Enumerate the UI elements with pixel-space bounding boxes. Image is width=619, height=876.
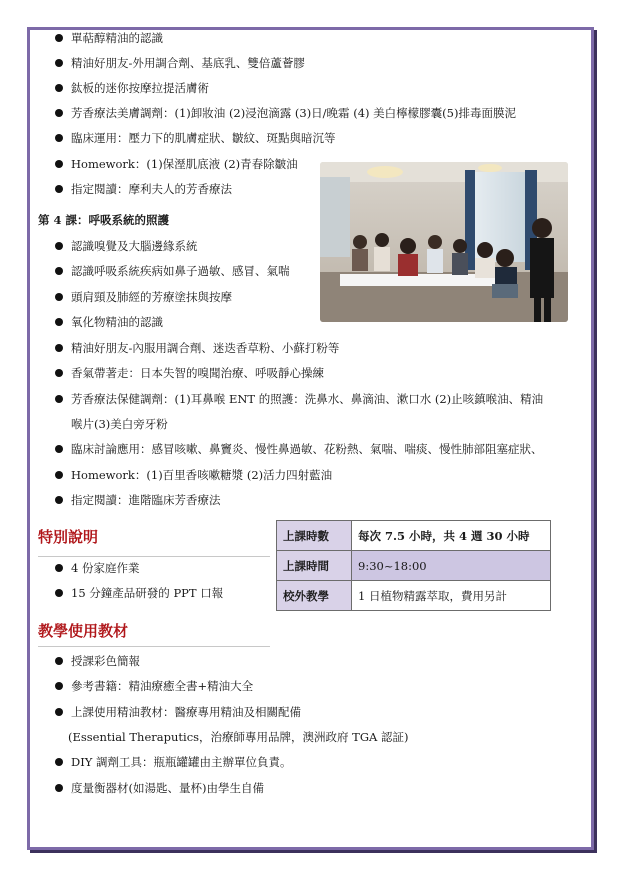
- bullet-icon: [55, 109, 63, 117]
- materials-heading: 教學使用教材: [38, 622, 129, 640]
- list-item: 芳香療法保健調劑：(1)耳鼻喉 ENT 的照護：洗鼻水、鼻滴油、漱口水 (2)止咳鎮喉油、精油: [55, 391, 590, 407]
- bullet-icon: [55, 318, 63, 326]
- bullet-icon: [55, 160, 63, 168]
- list-item: 芳香療法美膚調劑：(1)卸妝油 (2)浸泡滴露 (3)日/晚霜 (4) 美白檸檬膠囊(5)排毒面膜泥: [55, 105, 590, 121]
- bullet-icon: [55, 185, 63, 193]
- bullet-icon: [55, 242, 63, 250]
- bullet-icon: [55, 657, 63, 665]
- bullet-icon: [55, 589, 63, 597]
- bullet-icon: [55, 134, 63, 142]
- bullet-icon: [55, 445, 63, 453]
- bullet-icon: [55, 708, 63, 716]
- bullet-icon: [55, 395, 63, 403]
- list-item: 臨床討論應用：感冒咳嗽、鼻竇炎、慢性鼻過敏、花粉熱、氣喘、喘痰、慢性肺部阻塞症狀、: [55, 441, 590, 457]
- page-frame: [27, 27, 594, 850]
- table-row: [277, 581, 551, 611]
- section-divider: [38, 646, 270, 647]
- classroom-photo-illustration: [320, 162, 568, 322]
- bullet-icon: [55, 784, 63, 792]
- bullet-icon: [55, 564, 63, 572]
- table-row: [277, 521, 551, 551]
- special-notes-heading: 特別說明: [38, 528, 99, 546]
- bullet-icon: [55, 471, 63, 479]
- table-key: 上課時數: [277, 521, 352, 551]
- bullet-icon: [55, 267, 63, 275]
- bullet-icon: [55, 369, 63, 377]
- list-item-continuation: 喉片(3)美白旁牙粉: [71, 417, 168, 431]
- bullet-icon: [55, 344, 63, 352]
- bullet-icon: [55, 682, 63, 690]
- bullet-icon: [55, 293, 63, 301]
- bullet-icon: [55, 59, 63, 67]
- schedule-table: [276, 520, 551, 611]
- table-value: 1 日植物精露萃取，費用另計: [352, 581, 551, 611]
- table-row: [277, 551, 551, 581]
- section-divider: [38, 556, 270, 557]
- lesson-4-heading: 第 4 課：呼吸系統的照護: [38, 213, 170, 227]
- list-item-continuation: (Essential Theraputics，治療師專用品牌，澳洲政府 TGA 認証): [68, 730, 409, 744]
- table-value: 每次 7.5 小時，共 4 週 30 小時: [352, 521, 551, 551]
- bullet-icon: [55, 34, 63, 42]
- bullet-icon: [55, 758, 63, 766]
- classroom-photo: [320, 162, 568, 322]
- table-key: 校外教學: [277, 581, 352, 611]
- table-value: 9:30~18:00: [352, 551, 551, 581]
- bullet-icon: [55, 84, 63, 92]
- table-key: 上課時間: [277, 551, 352, 581]
- bullet-icon: [55, 496, 63, 504]
